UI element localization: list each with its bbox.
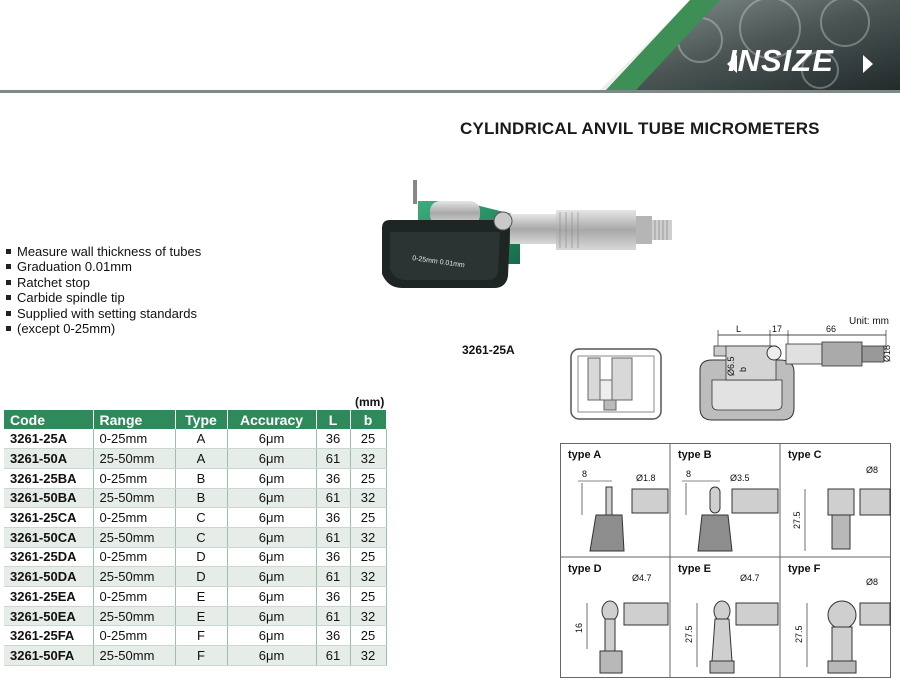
- type-d-dim2: Ø4.7: [632, 573, 652, 583]
- table-row: [4, 626, 386, 646]
- col-code: Code: [4, 410, 93, 429]
- table-cell: 3261-25DA: [4, 547, 93, 567]
- table-cell: 6μm: [227, 429, 316, 449]
- table-row: [4, 547, 386, 567]
- type-c-dim2: Ø8: [866, 465, 879, 475]
- table-cell: 61: [316, 449, 350, 469]
- setting-standard-detail: [570, 348, 662, 420]
- table-cell: 25: [350, 468, 386, 488]
- table-cell: 0-25mm: [93, 508, 175, 528]
- type-b-dim1: 8: [686, 469, 692, 479]
- table-cell: 25: [350, 547, 386, 567]
- table-cell: 25-50mm: [93, 646, 175, 666]
- type-d-dim1: 16: [574, 622, 584, 633]
- type-a-dim2: Ø1.8: [636, 473, 656, 483]
- table-cell: 25-50mm: [93, 488, 175, 508]
- table-cell: 6μm: [227, 527, 316, 547]
- type-a-label: type A: [568, 449, 602, 461]
- col-b: b: [350, 410, 386, 429]
- feature-item: Supplied with setting standards: [6, 306, 201, 321]
- table-cell: A: [175, 429, 227, 449]
- table-cell: D: [175, 567, 227, 587]
- table-cell: 32: [350, 488, 386, 508]
- feature-item-continued: (except 0-25mm): [6, 321, 201, 336]
- table-cell: 6μm: [227, 508, 316, 528]
- type-d-label: type D: [568, 563, 602, 575]
- table-cell: 32: [350, 527, 386, 547]
- frame-marking: 0-25mm 0.01mm: [411, 255, 466, 270]
- type-e-dim1: 27.5: [684, 625, 694, 643]
- table-header-row: [4, 410, 386, 429]
- table-cell: 25: [350, 429, 386, 449]
- table-cell: 0-25mm: [93, 587, 175, 607]
- table-unit-note: (mm): [355, 395, 385, 409]
- page-title: CYLINDRICAL ANVIL TUBE MICROMETERS: [460, 119, 820, 138]
- table-cell: 0-25mm: [93, 468, 175, 488]
- header-rule: [0, 90, 900, 93]
- table-cell: 25: [350, 587, 386, 607]
- table-cell: 61: [316, 488, 350, 508]
- header-banner: [0, 0, 900, 92]
- table-cell: F: [175, 626, 227, 646]
- table-cell: 3261-50A: [4, 449, 93, 469]
- table-cell: 3261-50BA: [4, 488, 93, 508]
- table-cell: 3261-25BA: [4, 468, 93, 488]
- table-cell: 0-25mm: [93, 429, 175, 449]
- table-cell: 3261-25CA: [4, 508, 93, 528]
- table-cell: 61: [316, 606, 350, 626]
- table-cell: 61: [316, 567, 350, 587]
- type-b-dim2: Ø3.5: [730, 473, 750, 483]
- type-f-dim1: 27.5: [794, 625, 804, 643]
- table-cell: 6μm: [227, 587, 316, 607]
- table-cell: 6μm: [227, 488, 316, 508]
- table-row: [4, 527, 386, 547]
- table-cell: 3261-25FA: [4, 626, 93, 646]
- dim-66: 66: [826, 324, 837, 334]
- feature-item: Measure wall thickness of tubes: [6, 244, 201, 259]
- table-cell: 36: [316, 429, 350, 449]
- model-label: 3261-25A: [462, 343, 515, 357]
- table-row: [4, 488, 386, 508]
- table-row: [4, 508, 386, 528]
- table-cell: 25-50mm: [93, 449, 175, 469]
- table-row: [4, 429, 386, 449]
- table-cell: 32: [350, 567, 386, 587]
- unit-label: Unit: mm: [849, 316, 889, 327]
- table-row: [4, 606, 386, 626]
- table-cell: A: [175, 449, 227, 469]
- type-b-label: type B: [678, 449, 712, 461]
- dim-17: 17: [772, 324, 783, 334]
- table-cell: 3261-50CA: [4, 527, 93, 547]
- table-row: [4, 646, 386, 666]
- table-cell: C: [175, 508, 227, 528]
- table-cell: B: [175, 468, 227, 488]
- dim-b: b: [738, 366, 748, 372]
- table-cell: 3261-25A: [4, 429, 93, 449]
- table-cell: 6μm: [227, 547, 316, 567]
- anvil-type-grid: [560, 443, 892, 679]
- type-e-label: type E: [678, 563, 712, 575]
- type-f-label: type F: [788, 563, 821, 575]
- type-f-dim2: Ø8: [866, 577, 879, 587]
- table-cell: 0-25mm: [93, 626, 175, 646]
- table-cell: 32: [350, 646, 386, 666]
- table-cell: B: [175, 488, 227, 508]
- table-cell: 36: [316, 587, 350, 607]
- feature-item: Graduation 0.01mm: [6, 259, 201, 274]
- type-c-dim1: 27.5: [792, 511, 802, 529]
- table-cell: 25: [350, 508, 386, 528]
- table-row: [4, 587, 386, 607]
- brand-logo: INSIZE: [728, 43, 834, 78]
- table-cell: 6μm: [227, 449, 316, 469]
- table-cell: 6μm: [227, 606, 316, 626]
- table-cell: 3261-50DA: [4, 567, 93, 587]
- dim-6-5: Ø6.5: [726, 356, 736, 376]
- table-cell: F: [175, 646, 227, 666]
- table-cell: 25-50mm: [93, 606, 175, 626]
- dim-18: Ø18: [882, 344, 892, 362]
- table-cell: 25-50mm: [93, 567, 175, 587]
- type-e-dim2: Ø4.7: [740, 573, 760, 583]
- table-cell: E: [175, 587, 227, 607]
- table-cell: E: [175, 606, 227, 626]
- table-cell: 61: [316, 646, 350, 666]
- table-cell: 25: [350, 626, 386, 646]
- table-cell: 6μm: [227, 646, 316, 666]
- table-cell: 36: [316, 508, 350, 528]
- table-row: [4, 468, 386, 488]
- feature-item: Ratchet stop: [6, 275, 201, 290]
- product-photo: [360, 176, 680, 306]
- type-c-label: type C: [788, 449, 822, 461]
- table-cell: 3261-25EA: [4, 587, 93, 607]
- col-accuracy: Accuracy: [227, 410, 316, 429]
- table-cell: 6μm: [227, 567, 316, 587]
- table-cell: C: [175, 527, 227, 547]
- table-cell: 3261-50EA: [4, 606, 93, 626]
- col-type: Type: [175, 410, 227, 429]
- table-cell: 61: [316, 527, 350, 547]
- col-l: L: [316, 410, 350, 429]
- table-cell: 6μm: [227, 626, 316, 646]
- table-cell: 3261-50FA: [4, 646, 93, 666]
- table-cell: 6μm: [227, 468, 316, 488]
- table-cell: 32: [350, 449, 386, 469]
- table-cell: 0-25mm: [93, 547, 175, 567]
- col-range: Range: [93, 410, 175, 429]
- feature-item: Carbide spindle tip: [6, 290, 201, 305]
- table-cell: 36: [316, 468, 350, 488]
- dim-L: L: [736, 324, 742, 334]
- table-cell: 36: [316, 626, 350, 646]
- table-cell: 32: [350, 606, 386, 626]
- table-row: [4, 567, 386, 587]
- feature-list: [6, 244, 201, 336]
- type-a-dim1: 8: [582, 469, 588, 479]
- table-cell: 25-50mm: [93, 527, 175, 547]
- table-row: [4, 449, 386, 469]
- table-cell: D: [175, 547, 227, 567]
- table-cell: 36: [316, 547, 350, 567]
- spec-table: [4, 410, 387, 666]
- dimension-drawing: [690, 320, 895, 424]
